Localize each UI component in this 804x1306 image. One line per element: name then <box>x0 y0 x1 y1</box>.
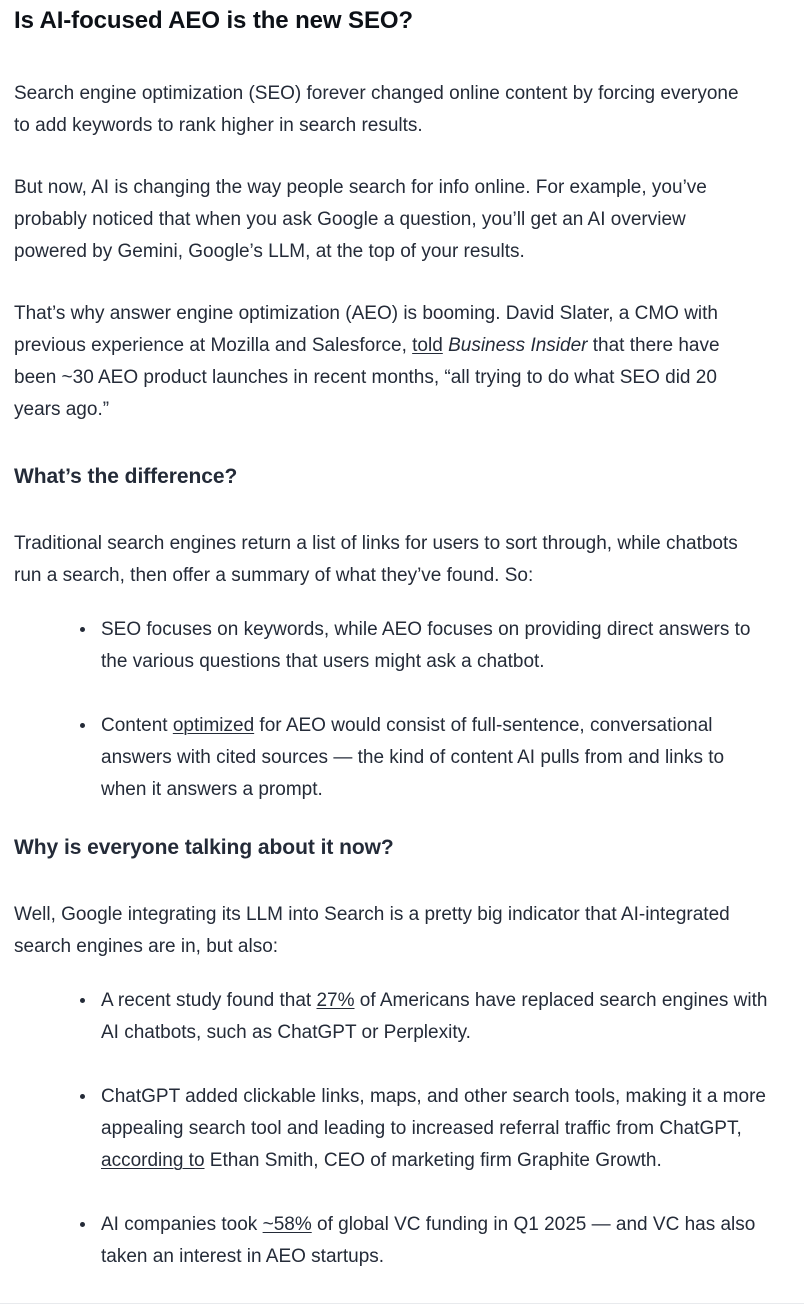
list-item-text-segment: Content <box>101 715 173 736</box>
paragraph-ai-changing: But now, AI is changing the way people search for info online. For example, you’ve probably noticed that when you ask Google a question, you’ll get an AI overview powered by Gemini, Google’s LLM, at the top of your results. <box>14 177 707 262</box>
section-heading-difference: What’s the difference? <box>14 465 238 488</box>
bullet-list-why-now <box>14 985 790 1273</box>
spacer <box>14 142 790 172</box>
link-58-percent[interactable]: ~58% <box>262 1214 312 1235</box>
list-item-text-segment: of global VC funding in Q1 2025 — and VC has also taken an interest in AEO startups. <box>101 1214 756 1267</box>
link-told[interactable]: told <box>412 335 443 356</box>
spacer <box>14 426 790 463</box>
paragraph-aeo-booming <box>14 298 759 426</box>
spacer <box>14 963 790 985</box>
section-lead-difference: Traditional search engines return a list of links for users to sort through, while chatbots run a search, then offer a summary of what they’ve found. So: <box>14 533 738 586</box>
list-item <box>14 1209 772 1273</box>
list-item-text-segment: A recent study found that <box>101 990 317 1011</box>
section-heading-why-now: Why is everyone talking about it now? <box>14 836 394 859</box>
bottom-divider <box>0 1303 804 1304</box>
italic-business-insider: Business Insider <box>448 335 588 356</box>
link-optimized[interactable]: optimized <box>172 715 255 736</box>
list-item-text-segment: SEO focuses on keywords, while AEO focuses on providing direct answers to the various questions that users might ask a chatbot. <box>101 619 751 672</box>
paragraph-text-segment: that there have been ~30 AEO product launches in recent months, “all trying to do what SEO did 20 years ago.” <box>14 335 720 420</box>
list-item-text-segment: AI companies took <box>101 1214 263 1235</box>
spacer <box>14 592 790 614</box>
bullet-dot-icon <box>80 998 85 1003</box>
list-item <box>14 1081 772 1177</box>
spacer <box>14 861 790 899</box>
bullet-dot-icon <box>80 1094 85 1099</box>
list-item-text-segment: ChatGPT added clickable links, maps, and other search tools, making it a more appealing search tool and leading to increased referral traffic from ChatGPT, <box>101 1086 766 1139</box>
link-27-percent[interactable]: 27% <box>316 990 355 1011</box>
spacer <box>14 268 790 298</box>
list-item-text-segment: Ethan Smith, CEO of marketing firm Graphite Growth. <box>204 1150 662 1171</box>
list-item <box>14 710 772 806</box>
bullet-dot-icon <box>80 723 85 728</box>
list-item <box>14 985 772 1049</box>
spacer <box>14 806 790 834</box>
bullet-dot-icon <box>80 627 85 632</box>
section-lead-why-now: Well, Google integrating its LLM into Search is a pretty big indicator that AI-integrated search engines are in, but also: <box>14 904 730 957</box>
list-item-text-segment: for AEO would consist of full-sentence, conversational answers with cited sources — the kind of content AI pulls from and links to when it answers a prompt. <box>101 715 725 800</box>
bullet-list-difference <box>14 614 790 806</box>
spacer <box>14 36 790 78</box>
list-item <box>14 614 772 678</box>
spacer <box>14 490 790 528</box>
article-title: Is AI-focused AEO is the new SEO? <box>14 7 413 34</box>
paragraph-text-segment: That’s why answer engine optimization (AEO) is booming. David Slater, a CMO with previous experience at Mozilla and Salesforce, <box>14 303 719 356</box>
list-item-text-segment: of Americans have replaced search engines with AI chatbots, such as ChatGPT or Perplexity. <box>101 990 768 1043</box>
paragraph-intro: Search engine optimization (SEO) forever changed online content by forcing everyone to add keywords to rank higher in search results. <box>14 83 739 136</box>
link-according-to[interactable]: according to <box>101 1150 205 1171</box>
bullet-dot-icon <box>80 1222 85 1227</box>
